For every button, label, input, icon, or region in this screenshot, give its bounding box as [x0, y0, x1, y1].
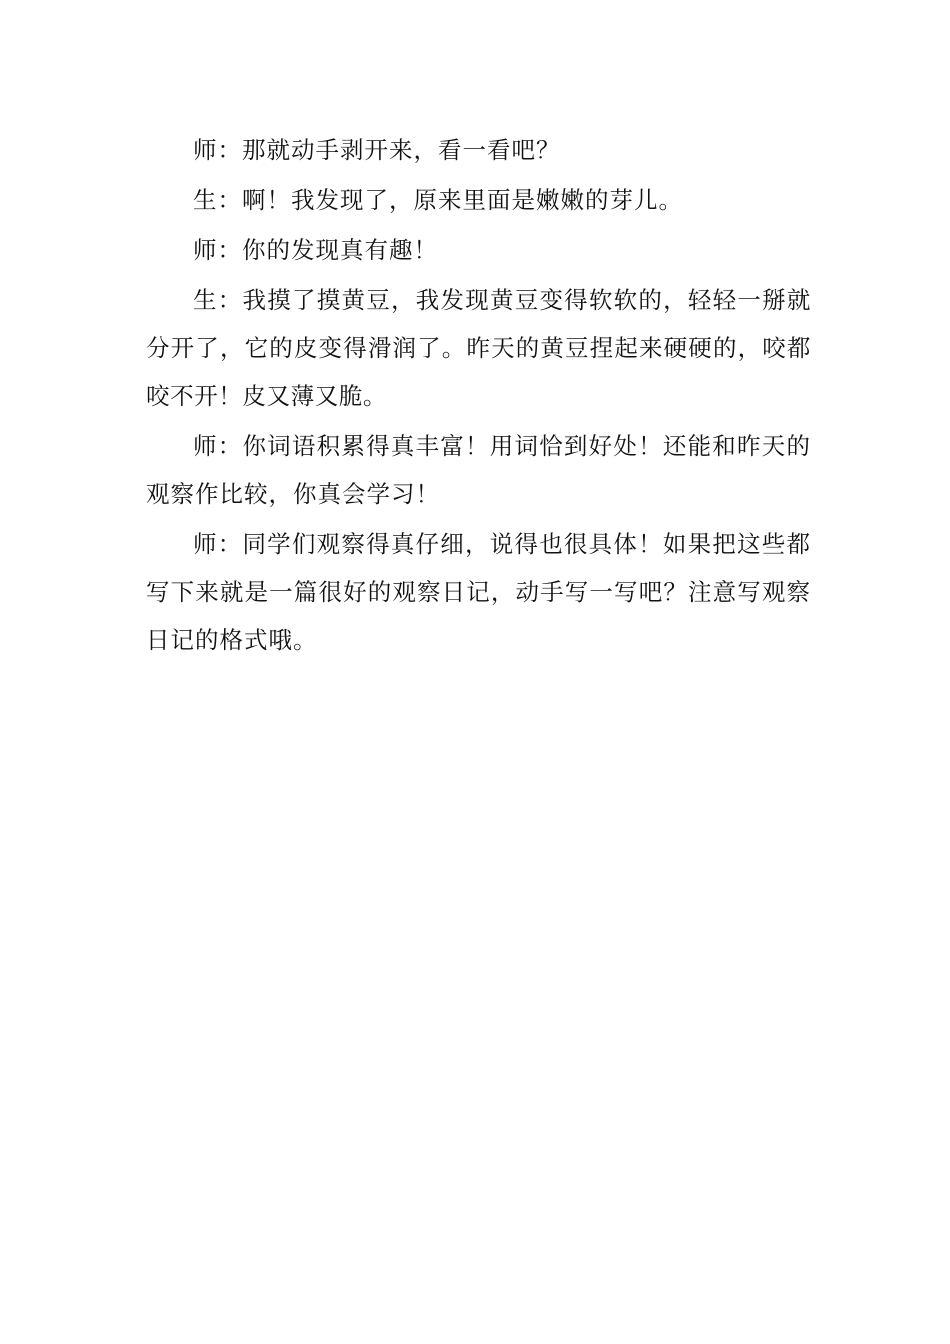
- paragraph-teacher-4: 师：同学们观察得真仔细，说得也很具体！如果把这些都写下来就是一篇很好的观察日记，动手写一写吧？注意写观察日记的格式哦。: [146, 530, 811, 654]
- paragraph-teacher-2: 师：你的发现真有趣！: [193, 236, 438, 264]
- paragraph-student-2: 生：我摸了摸黄豆，我发现黄豆变得软软的，轻轻一掰就分开了，它的皮变得滑润了。昨天的黄豆捏起来硬硬的，咬都咬不开！皮又薄又脆。: [146, 286, 811, 410]
- document-body: [146, 126, 811, 666]
- paragraph-teacher-3: 师：你词语积累得真丰富！用词恰到好处！还能和昨天的观察作比较，你真会学习！: [146, 432, 811, 508]
- paragraph-student-1: 生：啊！我发现了，原来里面是嫩嫩的芽儿。: [193, 186, 683, 214]
- paragraph-teacher-1: 师：那就动手剥开来，看一看吧？: [193, 136, 561, 164]
